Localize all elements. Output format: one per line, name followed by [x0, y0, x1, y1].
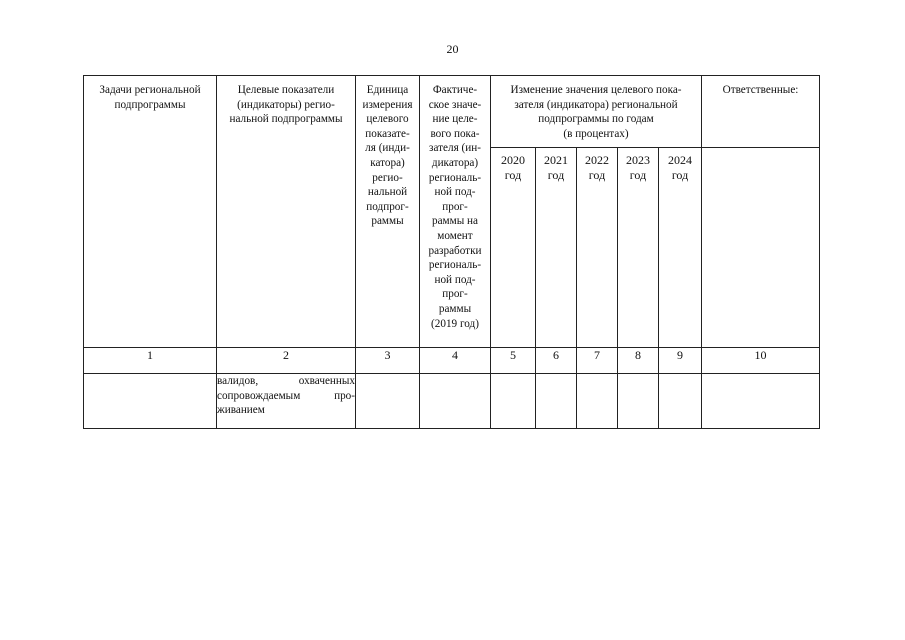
column-number: 6	[536, 348, 577, 374]
column-number: 8	[618, 348, 659, 374]
header-tasks: Задачи региональной подпрограммы	[84, 76, 217, 348]
indicator-text-cell: валидов, охваченных сопровождаемым про- живанием	[217, 374, 356, 429]
table-cell	[536, 374, 577, 429]
year-header-2021: 2021 год	[536, 148, 577, 348]
table-row	[84, 374, 820, 429]
column-number-row	[84, 348, 820, 374]
column-number: 2	[217, 348, 356, 374]
table-cell	[577, 374, 618, 429]
column-number: 5	[491, 348, 536, 374]
column-number: 3	[356, 348, 420, 374]
table-cell	[702, 374, 820, 429]
year-header-2022: 2022 год	[577, 148, 618, 348]
header-change-by-year: Изменение значения целевого пока- зателя (индикатора) региональной подпрограммы по годам (в процентах)	[491, 76, 702, 148]
header-responsible: Ответственные:	[702, 76, 820, 148]
header-target-indicators: Целевые показатели (индикаторы) регио- нальной подпрограммы	[217, 76, 356, 348]
column-number: 9	[659, 348, 702, 374]
column-number: 7	[577, 348, 618, 374]
header-unit: Единица измерения целевого показате- ля (инди- катора) регио- нальной подпрог- раммы	[356, 76, 420, 348]
column-number: 10	[702, 348, 820, 374]
table-cell	[84, 374, 217, 429]
header-actual-value: Фактиче- ское значе- ние целе- вого пока- зателя (ин- дикатора) региональ- ной под- прог- раммы на момент разработки региональ- ной под- прог- раммы (2019 год)	[420, 76, 491, 348]
indicators-table	[83, 75, 820, 429]
table-cell	[420, 374, 491, 429]
table-cell	[618, 374, 659, 429]
page-number: 20	[446, 42, 459, 56]
year-header-2023: 2023 год	[618, 148, 659, 348]
column-number: 4	[420, 348, 491, 374]
table-cell	[356, 374, 420, 429]
year-header-2020: 2020 год	[491, 148, 536, 348]
table-cell	[491, 374, 536, 429]
year-header-2024: 2024 год	[659, 148, 702, 348]
table-cell	[659, 374, 702, 429]
responsible-empty-cell	[702, 148, 820, 348]
column-number: 1	[84, 348, 217, 374]
